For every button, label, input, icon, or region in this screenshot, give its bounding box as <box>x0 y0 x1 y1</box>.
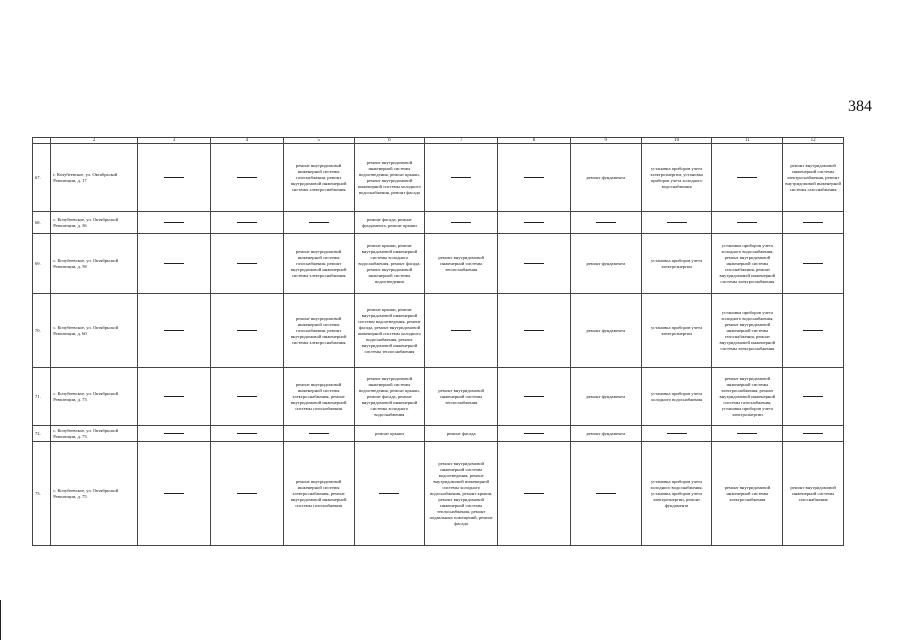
work-type-cell: установка приборов учета холодного водоснабжения, ремонт внутридомовой инженерной системы газоснабжения, ремонт внутридомовой инженерной системы электроснабжения <box>712 294 783 368</box>
empty-dash-cell <box>425 144 498 212</box>
work-type-cell: ремонт крыши, ремонт внутридомовой инженерной системы холодного водоснабжения, ремонт фасада, ремонт внутридомовой инженерной системы водоотведения <box>354 234 425 294</box>
work-type-cell: ремонт внутридомовой инженерной системы газоснабжения, ремонт внутридомовой инженерной системы электроснабжения <box>283 294 354 368</box>
row-number: 68. <box>33 212 51 234</box>
work-type-cell: ремонт внутридомовой инженерной системы газоснабжения, ремонт внутридомовой инженерной системы электроснабжения <box>283 144 354 212</box>
empty-dash-cell <box>712 426 783 442</box>
page-number: 384 <box>848 98 872 115</box>
empty-dash-cell <box>498 368 571 426</box>
dash-mark <box>596 222 616 223</box>
work-type-cell: установка приборов учета электроэнергии, установка приборов учета холодного водоснабжения <box>641 144 712 212</box>
row-number: 67. <box>33 144 51 212</box>
work-type-cell: ремонт фасада, ремонт фундамента, ремонт крыши <box>354 212 425 234</box>
work-type-cell: установка приборов учета электроэнергии <box>641 294 712 368</box>
work-type-cell: ремонт крыши <box>354 426 425 442</box>
row-number: 69. <box>33 234 51 294</box>
empty-dash-cell <box>498 426 571 442</box>
empty-dash-cell <box>783 368 844 426</box>
table-row <box>33 212 844 234</box>
work-type-cell: ремонт внутридомовой инженерной системы водоотведения, ремонт внутридомовой инженерной системы холодного водоснабжения, ремонт крыши, ремонт внутридомовой инженерной системы теплоснабжения, ремонт подвальных помещений, ремонт фасада <box>425 442 498 546</box>
work-type-cell: ремонт фундамента <box>570 144 641 212</box>
header-cell: 4 <box>210 138 283 144</box>
dash-mark <box>737 177 757 178</box>
work-type-cell: ремонт внутридомовой инженерной системы водоотведения, ремонт крыши, ремонт фасада, ремонт внутридомовой инженерной системы холодного водоснабжения <box>354 368 425 426</box>
empty-dash-cell <box>138 368 211 426</box>
work-type-cell: ремонт фундамента <box>570 234 641 294</box>
empty-dash-cell <box>138 426 211 442</box>
dash-mark <box>309 222 329 223</box>
dash-mark <box>524 222 544 223</box>
dash-mark <box>164 396 184 397</box>
work-type-cell: ремонт внутридомовой инженерной системы водоотведения, ремонт крыши, ремонт внутридомовой инженерной системы холодного водоснабжения, ремонт фасада <box>354 144 425 212</box>
dash-mark <box>164 222 184 223</box>
empty-dash-cell <box>354 442 425 546</box>
empty-dash-cell <box>498 212 571 234</box>
work-type-cell: ремонт внутридомовой инженерной системы электроснабжения, ремонт внутридомовой инженерной системы газоснабжения <box>783 144 844 212</box>
header-cell: 10 <box>641 138 712 144</box>
dash-mark <box>237 330 257 331</box>
work-type-cell: ремонт внутридомовой инженерной системы электроснабжения, ремонт внутридомовой инженерной системы газоснабжения <box>283 368 354 426</box>
empty-dash-cell <box>210 234 283 294</box>
dash-mark <box>164 493 184 494</box>
address-cell: г. Кочубеевское, ул. Октябрьской Революции, д. 17 <box>51 144 138 212</box>
work-type-cell: установка приборов учета холодного водоснабжения, установка приборов учета электроэнергии, ремонт фундамента <box>641 442 712 546</box>
empty-dash-cell <box>570 212 641 234</box>
dash-mark <box>237 263 257 264</box>
header-cell: 12 <box>783 138 844 144</box>
dash-mark <box>164 330 184 331</box>
header-cell: 7 <box>425 138 498 144</box>
empty-dash-cell <box>138 144 211 212</box>
empty-dash-cell <box>210 144 283 212</box>
row-number: 70. <box>33 294 51 368</box>
empty-dash-cell <box>641 212 712 234</box>
work-type-cell: ремонт фасада <box>425 426 498 442</box>
dash-mark <box>803 330 823 331</box>
empty-dash-cell <box>783 212 844 234</box>
dash-mark <box>451 330 471 331</box>
empty-dash-cell <box>498 144 571 212</box>
dash-mark <box>309 433 329 434</box>
work-type-cell: ремонт фундамента <box>570 294 641 368</box>
header-cell: 5 <box>283 138 354 144</box>
table-row <box>33 442 844 546</box>
empty-dash-cell <box>498 294 571 368</box>
header-cell: 8 <box>498 138 571 144</box>
empty-dash-cell <box>712 212 783 234</box>
table-row <box>33 144 844 212</box>
dash-mark <box>803 396 823 397</box>
row-number: 72. <box>33 426 51 442</box>
empty-dash-cell <box>283 212 354 234</box>
address-cell: с. Кочубеевское, ул. Октябрьской Революции, д. 60 <box>51 294 138 368</box>
empty-dash-cell <box>712 144 783 212</box>
empty-dash-cell <box>210 426 283 442</box>
empty-dash-cell <box>210 442 283 546</box>
empty-dash-cell <box>210 368 283 426</box>
address-cell: с. Кочубеевское, ул. Октябрьской Революции, д. 58 <box>51 234 138 294</box>
dash-mark <box>524 263 544 264</box>
table-row <box>33 368 844 426</box>
scan-edge-line <box>0 600 1 640</box>
address-cell: с. Кочубеевское, ул. Октябрьской Революции, д. 36 <box>51 212 138 234</box>
dash-mark <box>524 330 544 331</box>
work-type-cell: ремонт внутридомовой инженерной системы электроснабжения <box>712 442 783 546</box>
table-row <box>33 294 844 368</box>
work-type-cell: ремонт внутридомовой инженерной системы теплоснабжения <box>425 234 498 294</box>
empty-dash-cell <box>283 426 354 442</box>
empty-dash-cell <box>425 212 498 234</box>
empty-dash-cell <box>138 442 211 546</box>
work-type-cell: установка приборов учета холодного водоснабжения <box>641 368 712 426</box>
address-cell: с. Кочубеевское, ул. Октябрьской Революции, д. 73 <box>51 368 138 426</box>
empty-dash-cell <box>138 212 211 234</box>
work-type-cell: ремонт внутридомовой инженерной системы электроснабжения, ремонт внутридомовой инженерной системы газоснабжения <box>283 442 354 546</box>
empty-dash-cell <box>783 234 844 294</box>
empty-dash-cell <box>641 426 712 442</box>
address-cell: с. Кочубеевское, ул. Октябрьской Революции, д. 73 <box>51 426 138 442</box>
empty-dash-cell <box>210 294 283 368</box>
empty-dash-cell <box>498 442 571 546</box>
dash-mark <box>451 177 471 178</box>
work-type-cell: ремонт внутридомовой инженерной системы газоснабжения, ремонт внутридомовой инженерной системы электроснабжения <box>283 234 354 294</box>
work-type-cell: ремонт крыши, ремонт внутридомовой инженерной системы водоотведения, ремонт фасада, ремонт внутридомовой инженерной системы холодного водоснабжения, ремонт внутридомовой инженерной системы теплоснабжения <box>354 294 425 368</box>
dash-mark <box>803 263 823 264</box>
dash-mark <box>803 222 823 223</box>
table-row <box>33 426 844 442</box>
header-cell: 6 <box>354 138 425 144</box>
row-number: 73. <box>33 442 51 546</box>
dash-mark <box>667 222 687 223</box>
dash-mark <box>596 493 616 494</box>
work-type-cell: установка приборов учета холодного водоснабжения, ремонт внутридомовой инженерной системы газоснабжения, ремонт внутридомовой инженерной системы электроснабжения <box>712 234 783 294</box>
dash-mark <box>237 433 257 434</box>
dash-mark <box>164 177 184 178</box>
work-type-cell: ремонт внутридомовой инженерной системы теплоснабжения <box>425 368 498 426</box>
dash-mark <box>667 433 687 434</box>
dash-mark <box>737 222 757 223</box>
address-cell: с. Кочубеевское, ул. Октябрьской Революции, д. 75 <box>51 442 138 546</box>
row-number: 71. <box>33 368 51 426</box>
header-cell: 9 <box>570 138 641 144</box>
header-cell: 2 <box>51 138 138 144</box>
work-type-cell: ремонт внутридомовой инженерной системы электроснабжения, ремонт внутридомовой инженерной системы газоснабжения, установка приборов учета электроэнергии <box>712 368 783 426</box>
dash-mark <box>379 493 399 494</box>
work-type-cell: ремонт внутридомовой инженерной системы газоснабжения <box>783 442 844 546</box>
dash-mark <box>803 433 823 434</box>
dash-mark <box>524 396 544 397</box>
empty-dash-cell <box>138 294 211 368</box>
dash-mark <box>451 222 471 223</box>
empty-dash-cell <box>783 426 844 442</box>
empty-dash-cell <box>498 234 571 294</box>
dash-mark <box>164 433 184 434</box>
dash-mark <box>164 263 184 264</box>
table-body <box>33 138 844 546</box>
header-cell: 3 <box>138 138 211 144</box>
work-type-cell: ремонт фундамента <box>570 426 641 442</box>
work-type-cell: ремонт фундамента <box>570 368 641 426</box>
repair-program-table <box>32 137 844 546</box>
dash-mark <box>237 493 257 494</box>
table-row <box>33 234 844 294</box>
work-type-cell: установка приборов учета электроэнергии <box>641 234 712 294</box>
dash-mark <box>237 177 257 178</box>
dash-mark <box>737 433 757 434</box>
empty-dash-cell <box>138 234 211 294</box>
empty-dash-cell <box>425 294 498 368</box>
dash-mark <box>524 493 544 494</box>
dash-mark <box>524 433 544 434</box>
empty-dash-cell <box>210 212 283 234</box>
dash-mark <box>237 222 257 223</box>
header-cell: 11 <box>712 138 783 144</box>
empty-dash-cell <box>783 294 844 368</box>
dash-mark <box>524 177 544 178</box>
empty-dash-cell <box>570 442 641 546</box>
dash-mark <box>237 396 257 397</box>
